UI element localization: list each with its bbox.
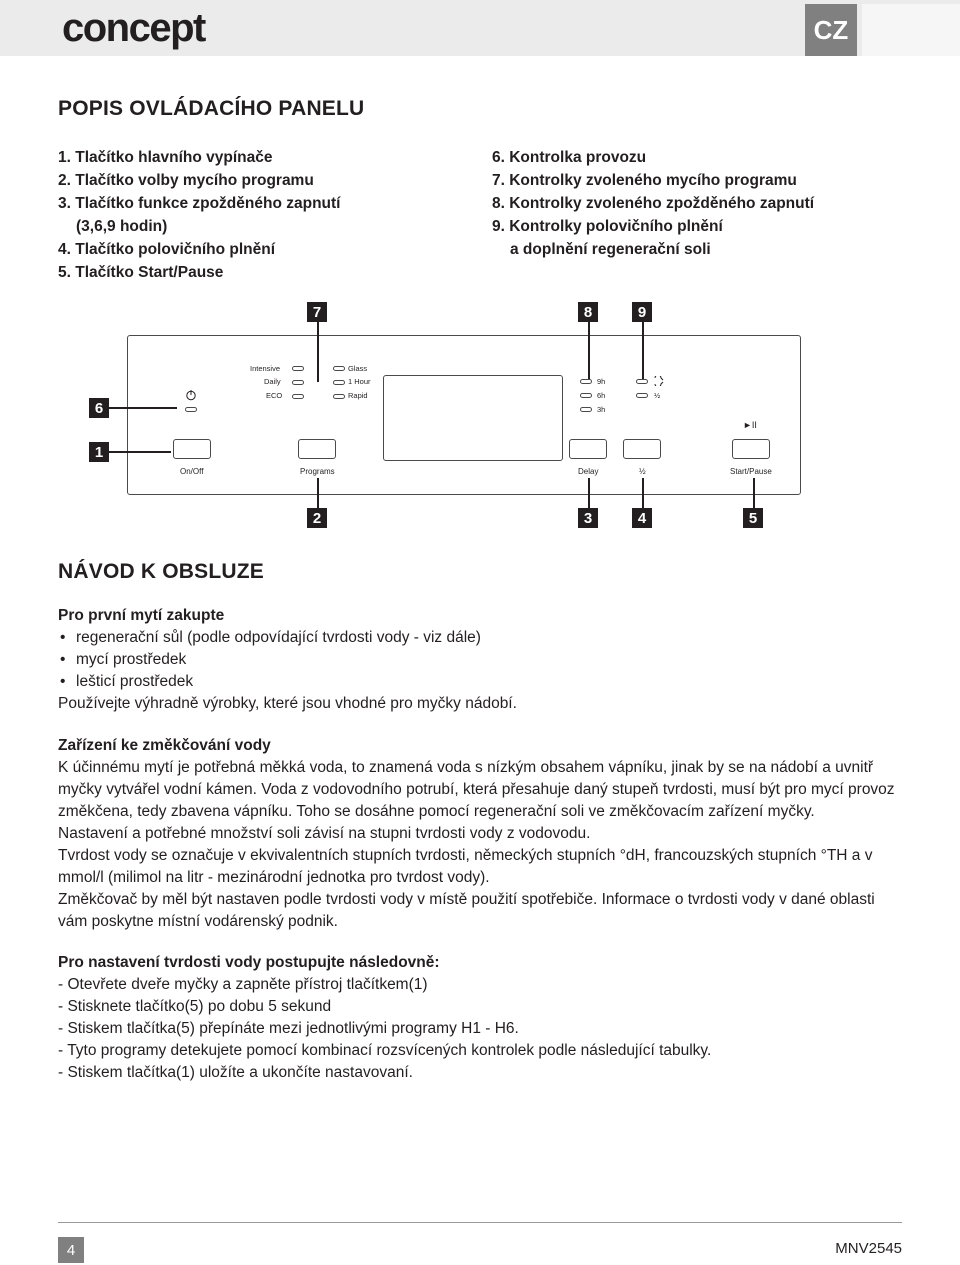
list-item: • lešticí prostředek — [58, 671, 908, 693]
led-delay-3h — [580, 407, 592, 412]
first-wash-note: Používejte výhradně výrobky, které jsou vhodné pro myčky nádobí. — [58, 695, 517, 712]
softener-heading: Zařízení ke změkčování vody — [58, 737, 271, 754]
led-delay-9h — [580, 379, 592, 384]
start-pause-label: Start/Pause — [730, 467, 772, 476]
half-load-led-label: ½ — [654, 391, 661, 400]
softener-paragraph: Změkčovač by měl být nastaven podle tvrdosti vody v místě použití spotřebiče. Informace o tvrdosti vody v dané oblasti vám poskytne místní vodárenský podnik. — [58, 891, 875, 930]
leader-line-1 — [109, 451, 171, 453]
leader-line-2 — [317, 478, 319, 508]
display-window — [383, 375, 563, 461]
brand-logo: concept — [62, 6, 205, 50]
list-item: 4. Tlačítko polovičního plnění — [58, 241, 276, 258]
control-list-right — [492, 146, 814, 261]
first-wash-heading: Pro první mytí zakupte — [58, 607, 225, 624]
program-label-1hour: 1 Hour — [348, 377, 371, 386]
control-list-left — [58, 146, 340, 284]
water-hardness-setting-section — [58, 952, 908, 1084]
list-item: 6. Kontrolka provozu — [492, 149, 647, 166]
list-item: • mycí prostředek — [58, 649, 908, 671]
leader-line-7 — [317, 322, 319, 382]
delay-label-6h: 6h — [597, 391, 606, 400]
led-half-load — [636, 393, 648, 398]
program-label-glass: Glass — [348, 364, 368, 373]
softener-section — [58, 735, 908, 933]
led-power — [185, 407, 197, 412]
model-number: MNV2545 — [835, 1240, 902, 1257]
list-item: • regenerační sůl (podle odpovídající tvrdosti vody - viz dále) — [58, 627, 908, 649]
start-pause-button[interactable] — [732, 439, 770, 459]
led-intensive — [292, 366, 304, 371]
list-item: a doplnění regenerační soli — [510, 241, 711, 258]
leader-line-6 — [109, 407, 177, 409]
callout-7: 7 — [307, 302, 327, 322]
softener-paragraph: Tvrdost vody se označuje v ekvivalentních stupních tvrdosti, německých stupních °dH, francouzských stupních °TH a v mmol/l (milimol na litr - mezinárodní jednotka pro tvrdost vody). — [58, 847, 873, 886]
led-eco — [292, 394, 304, 399]
list-item: 8. Kontrolky zvoleného zpožděného zapnutí — [492, 195, 815, 212]
list-item: 2. Tlačítko volby mycího programu — [58, 172, 314, 189]
program-label-daily: Daily — [264, 377, 281, 386]
list-item: 9. Kontrolky polovičního plnění — [492, 218, 723, 235]
program-label-rapid: Rapid — [348, 391, 368, 400]
softener-paragraph: K účinnému mytí je potřebná měkká voda, to znamená voda s nízkým obsahem vápníku, jinak by se na nádobí a uvnitř myčky vytvářel vodní kámen. Voda z vodovodního potrubí, která přesahuje daný stupeň tvrdosti, musí být pro mycí provoz změkčena, tedy zbavena vápníku. Toho se dosáhne pomocí regenerační soli ve změkčovacím zařízení myčky. — [58, 759, 895, 820]
list-item: 5. Tlačítko Start/Pause — [58, 264, 224, 281]
header-strip — [862, 4, 960, 56]
led-delay-6h — [580, 393, 592, 398]
leader-line-3 — [588, 478, 590, 508]
setting-heading: Pro nastavení tvrdosti vody postupujte následovně: — [58, 954, 440, 971]
leader-line-9 — [642, 322, 644, 382]
page-number: 4 — [58, 1237, 84, 1263]
callout-3: 3 — [578, 508, 598, 528]
callout-6: 6 — [89, 398, 109, 418]
softener-paragraph: Nastavení a potřebné množství soli závisí na stupni tvrdosti vody z vodovodu. — [58, 825, 591, 842]
program-label-eco: ECO — [266, 391, 283, 400]
control-panel-title: POPIS OVLÁDACÍHO PANELU — [58, 97, 365, 120]
delay-button[interactable] — [569, 439, 607, 459]
list-item: - Stiskem tlačítka(1) uložíte a ukončíte nastavovaní. — [58, 1064, 413, 1081]
power-icon — [185, 389, 197, 401]
callout-5: 5 — [743, 508, 763, 528]
on-off-button[interactable] — [173, 439, 211, 459]
list-item: 1. Tlačítko hlavního vypínače — [58, 149, 273, 166]
led-salt — [636, 379, 648, 384]
leader-line-5 — [753, 478, 755, 508]
programs-button[interactable] — [298, 439, 336, 459]
delay-label: Delay — [578, 467, 599, 476]
program-label-intensive: Intensive — [250, 364, 281, 373]
half-load-label: ½ — [639, 467, 646, 476]
footer-divider — [58, 1222, 902, 1223]
callout-2: 2 — [307, 508, 327, 528]
play-pause-icon: ►II — [743, 420, 757, 430]
leader-line-8 — [588, 322, 590, 382]
programs-label: Programs — [300, 467, 335, 476]
callout-8: 8 — [578, 302, 598, 322]
delay-label-9h: 9h — [597, 377, 606, 386]
first-wash-section — [58, 605, 908, 715]
callout-9: 9 — [632, 302, 652, 322]
list-item: - Otevřete dveře myčky a zapněte přístroj tlačítkem(1) — [58, 976, 428, 993]
list-item: - Stiskem tlačítka(5) přepínáte mezi jednotlivými programy H1 - H6. — [58, 1020, 519, 1037]
led-glass — [333, 366, 345, 371]
list-item: 7. Kontrolky zvoleného mycího programu — [492, 172, 797, 189]
list-item: - Tyto programy detekujete pomocí kombinací rozsvícených kontrolek podle následující tabulky. — [58, 1042, 712, 1059]
half-load-button[interactable] — [623, 439, 661, 459]
delay-label-3h: 3h — [597, 405, 606, 414]
callout-1: 1 — [89, 442, 109, 462]
led-1hour — [333, 380, 345, 385]
list-item: (3,6,9 hodin) — [76, 218, 168, 235]
list-item: 3. Tlačítko funkce zpožděného zapnutí — [58, 195, 341, 212]
led-daily — [292, 380, 304, 385]
instructions-title: NÁVOD K OBSLUZE — [58, 560, 265, 583]
on-off-label: On/Off — [180, 467, 204, 476]
salt-refill-icon — [653, 376, 665, 386]
callout-4: 4 — [632, 508, 652, 528]
led-rapid — [333, 394, 345, 399]
leader-line-4 — [642, 478, 644, 508]
list-item: - Stisknete tlačítko(5) po dobu 5 sekund — [58, 998, 332, 1015]
language-badge: CZ — [805, 4, 857, 56]
